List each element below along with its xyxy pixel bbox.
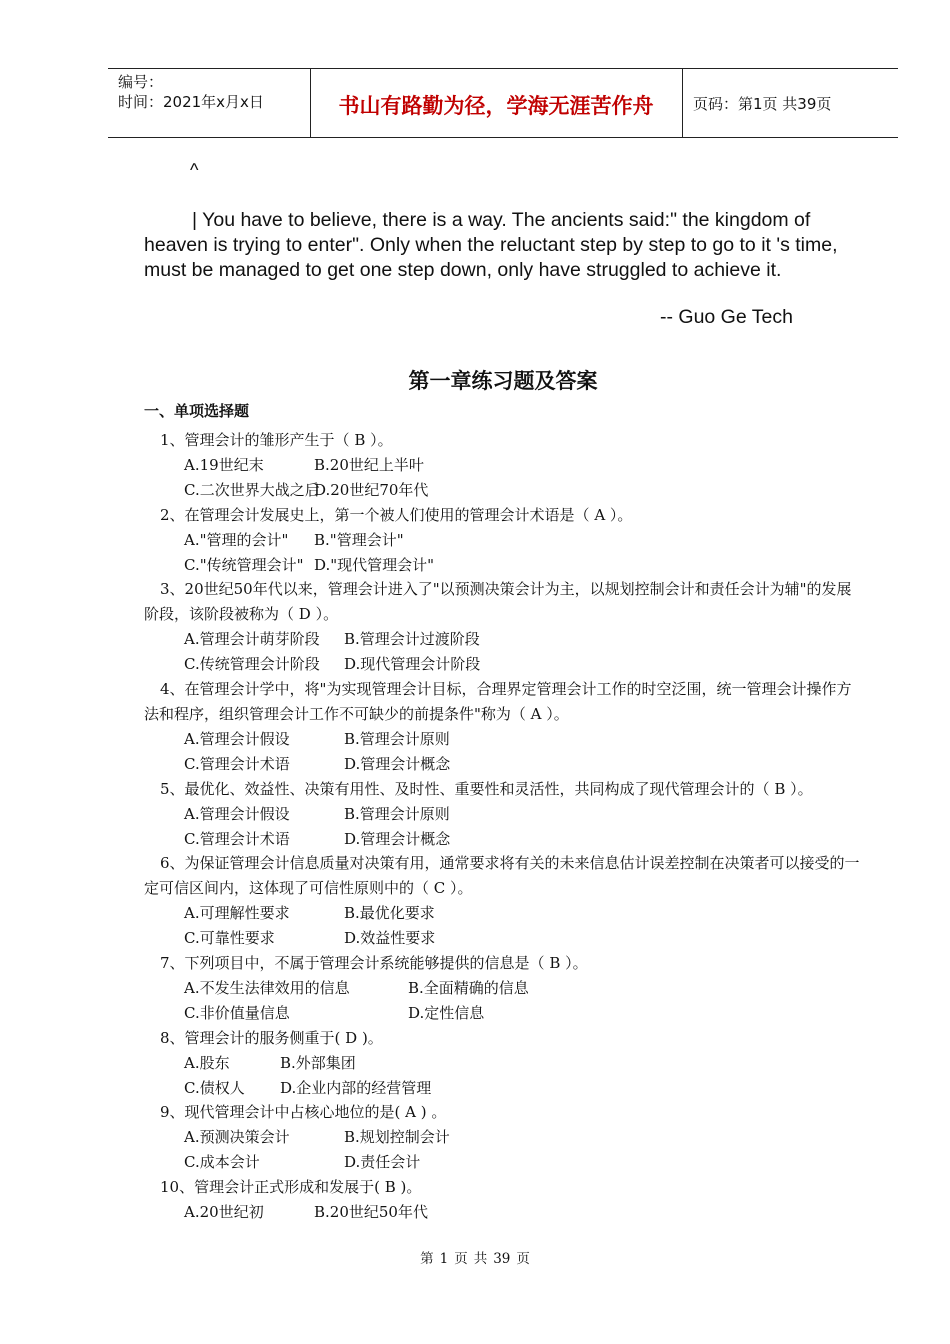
- quote-text: | You have to believe, there is a way. The ancients said:" the kingdom of heaven is trying to enter". Only when the reluctant step by step to go to it 's time, must be managed to get one step down, only have struggled to achieve it.: [144, 209, 838, 281]
- question-text: 2、在管理会计发展史上，第一个被人们使用的管理会计术语是（ A ）。: [160, 505, 633, 524]
- answer-option: D.企业内部的经营管理: [280, 1078, 432, 1097]
- header-motto: 书山有路勤为径，学海无涯苦作舟: [338, 94, 654, 118]
- answer-option: C.可靠性要求: [184, 929, 275, 948]
- option-row: [184, 827, 864, 852]
- answer-option: A.不发生法律效用的信息: [184, 978, 350, 997]
- header-table: [108, 68, 898, 138]
- option-row: [184, 652, 864, 677]
- option-row: [184, 627, 864, 652]
- answer-option: D.定性信息: [408, 1003, 485, 1022]
- footer-page-word: 页: [454, 1251, 468, 1267]
- question-text: 3、20世纪50年代以来，管理会计进入了"以预测决策会计为主，以规划控制会计和责任会计为辅"的发展阶段，该阶段被称为（ D ）。: [144, 580, 852, 624]
- footer-prefix: 第: [420, 1251, 434, 1267]
- answer-option: C.债权人: [184, 1078, 245, 1097]
- answer-option: D.管理会计概念: [344, 754, 451, 773]
- answer-option: A.20世纪初: [184, 1203, 264, 1222]
- answer-option: B.管理会计原则: [344, 804, 450, 823]
- question-text: 5、最优化、效益性、决策有用性、及时性、重要性和灵活性，共同构成了现代管理会计的（ B ）。: [160, 779, 813, 798]
- header-page-info: 页码：第1页 共39页: [693, 95, 832, 113]
- question-list: [144, 428, 864, 1225]
- answer-option: C.成本会计: [184, 1153, 260, 1172]
- question-text: 4、在管理会计学中，将"为实现管理会计目标，合理界定管理会计工作的时空泛围，统一管理会计操作方法和程序，组织管理会计工作不可缺少的前提条件"称为（ A ）。: [144, 680, 852, 723]
- answer-option: C.非价值量信息: [184, 1003, 290, 1022]
- answer-option: D.效益性要求: [344, 929, 436, 948]
- option-row: [184, 727, 864, 752]
- header-right-cell: [683, 69, 898, 137]
- answer-option: B.全面精确的信息: [408, 978, 529, 997]
- answer-option: C.管理会计术语: [184, 754, 290, 773]
- option-row: [184, 1051, 864, 1076]
- answer-option: A.股东: [184, 1053, 230, 1072]
- question-text: 6、为保证管理会计信息质量对决策有用，通常要求将有关的未来信息估计误差控制在决策者可以接受的一定可信区间内，这体现了可信性原则中的（ C ）。: [144, 854, 860, 898]
- answer-option: D.现代管理会计阶段: [344, 655, 481, 674]
- footer-page-number: 1: [439, 1251, 449, 1267]
- option-row: [184, 1001, 864, 1026]
- question-text: 10、管理会计正式形成和发展于( B )。: [160, 1178, 422, 1197]
- page-footer: [0, 1247, 950, 1267]
- option-row: [184, 1125, 864, 1150]
- answer-option: C."传统管理会计": [184, 555, 304, 574]
- answer-option: A.可理解性要求: [184, 904, 290, 923]
- option-row: [184, 528, 864, 553]
- answer-option: B.规划控制会计: [344, 1128, 450, 1147]
- option-row: [184, 926, 864, 951]
- option-row: [184, 901, 864, 926]
- footer-page-word-2: 页: [516, 1251, 530, 1267]
- answer-option: B.最优化要求: [344, 904, 435, 923]
- answer-option: A.管理会计假设: [184, 729, 290, 748]
- answer-option: C.传统管理会计阶段: [184, 655, 320, 674]
- caret-mark: ^: [190, 160, 199, 180]
- question-text: 7、下列项目中，不属于管理会计系统能够提供的信息是（ B ）。: [160, 954, 588, 973]
- answer-option: D.责任会计: [344, 1153, 421, 1172]
- answer-option: A.管理会计萌芽阶段: [184, 630, 320, 649]
- time-label: 时间：2021年x月x日: [118, 93, 264, 111]
- question-text: 8、管理会计的服务侧重于( D )。: [160, 1028, 383, 1047]
- answer-option: A.19世纪末: [184, 455, 264, 474]
- chapter-title: 第一章练习题及答案: [408, 368, 598, 393]
- question-text: 1、管理会计的雏形产生于（ B ）。: [160, 431, 393, 449]
- quote-author: -- Guo Ge Tech: [660, 306, 793, 328]
- question-text: 9、现代管理会计中占核心地位的是( A ) 。: [160, 1103, 447, 1122]
- option-row: [184, 478, 864, 503]
- answer-option: B.管理会计过渡阶段: [344, 630, 480, 649]
- option-row: [184, 752, 864, 777]
- answer-option: A.管理会计假设: [184, 804, 290, 823]
- answer-option: C.二次世界大战之后: [184, 480, 320, 499]
- header-left-cell: [108, 69, 311, 137]
- answer-option: C.管理会计术语: [184, 829, 290, 848]
- option-row: [184, 453, 864, 478]
- option-row: [184, 1150, 864, 1175]
- answer-option: B.20世纪50年代: [314, 1203, 428, 1222]
- option-row: [184, 1200, 864, 1225]
- answer-option: D.20世纪70年代: [314, 480, 429, 499]
- answer-option: D.管理会计概念: [344, 829, 451, 848]
- option-row: [184, 976, 864, 1001]
- answer-option: D."现代管理会计": [314, 555, 435, 574]
- section-title: 一、单项选择题: [144, 402, 250, 420]
- answer-option: A."管理的会计": [184, 530, 289, 549]
- answer-option: B.外部集团: [280, 1053, 356, 1072]
- footer-total-pages: 39: [493, 1251, 511, 1267]
- answer-option: B."管理会计": [314, 530, 404, 549]
- header-center-cell: [310, 69, 683, 137]
- option-row: [184, 802, 864, 827]
- answer-option: A.预测决策会计: [184, 1128, 290, 1147]
- serial-label: 编号：: [118, 73, 164, 91]
- answer-option: B.管理会计原则: [344, 729, 450, 748]
- option-row: [184, 553, 864, 578]
- footer-total-word: 共: [473, 1251, 488, 1267]
- option-row: [184, 1076, 864, 1101]
- answer-option: B.20世纪上半叶: [314, 455, 424, 474]
